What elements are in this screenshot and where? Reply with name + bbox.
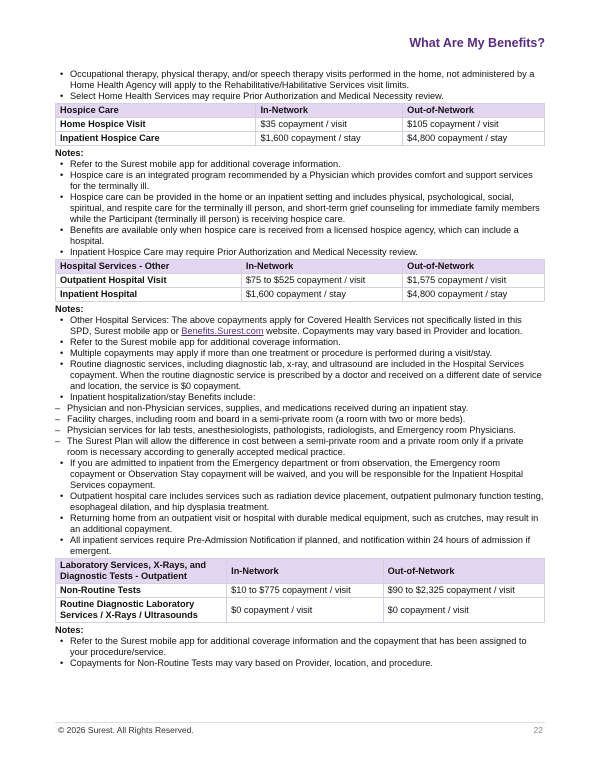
table-row	[56, 584, 545, 598]
column-header: Laboratory Services, X-Rays, and Diagnostic Tests - Outpatient	[56, 559, 227, 584]
column-header: In-Network	[227, 559, 383, 584]
table-row	[56, 598, 545, 623]
table-cell: $90 to $2,325 copayment / visit	[383, 584, 544, 598]
footer-copyright: © 2026 Surest. All Rights Reserved.	[58, 725, 194, 735]
table-cell: $105 copayment / visit	[403, 118, 545, 132]
hospital-services-table	[55, 259, 545, 302]
list-item: • Outpatient hospital care includes services such as radiation device placement, outpatient pulmonary function testing, esophageal dilation, and hip dysplasia treatment.	[55, 491, 545, 513]
table-cell: $4,800 copayment / stay	[403, 288, 545, 302]
row-label: Non-Routine Tests	[56, 584, 227, 598]
page-header-title: What Are My Benefits?	[409, 36, 545, 50]
sub-list-item: – The Surest Plan will allow the difference in cost between a semi-private room and a private room only if a private room is necessary according to generally accepted medical practice.	[55, 436, 545, 458]
column-header: Out-of-Network	[403, 104, 545, 118]
hospital-notes-list	[55, 315, 545, 403]
table-row	[56, 288, 545, 302]
home-health-bullets	[55, 69, 545, 102]
inpatient-benefits-sublist	[55, 403, 545, 458]
row-label: Outpatient Hospital Visit	[56, 274, 242, 288]
page-content	[55, 69, 545, 669]
list-item: • Benefits are available only when hospice care is received from a licensed hospice agency, which can include a hospital.	[55, 225, 545, 247]
table-cell: $0 copayment / visit	[383, 598, 544, 623]
list-item: • Routine diagnostic services, including diagnostic lab, x-ray, and ultrasound are included in the Hospital Services copayment. When the routine diagnostic service is prescribed by a doctor and received on a different date of service and location, the service is $0 copayment.	[55, 359, 545, 392]
table-header-row	[56, 104, 545, 118]
sub-list-item: – Physician services for lab tests, anesthesiologists, pathologists, radiologists, and Emergency room Physicians.	[55, 425, 545, 436]
table-row	[56, 274, 545, 288]
list-item: • Refer to the Surest mobile app for additional coverage information.	[55, 159, 545, 170]
list-item: • Hospice care is an integrated program recommended by a Physician which provides comfort and support services for the terminally ill.	[55, 170, 545, 192]
list-item	[55, 315, 545, 337]
column-header: Out-of-Network	[403, 260, 545, 274]
table-cell: $1,600 copayment / stay	[256, 132, 403, 146]
column-header: Hospital Services - Other	[56, 260, 242, 274]
sub-list-item: – Facility charges, including room and board in a semi-private room (a room with two or more beds).	[55, 414, 545, 425]
row-label: Home Hospice Visit	[56, 118, 256, 132]
table-row	[56, 132, 545, 146]
list-item: • All inpatient services require Pre-Admission Notification if planned, and notification within 24 hours of admission if emergent.	[55, 535, 545, 557]
page-number: 22	[533, 725, 543, 735]
table-cell: $4,800 copayment / stay	[403, 132, 545, 146]
list-item: • Inpatient Hospice Care may require Prior Authorization and Medical Necessity review.	[55, 247, 545, 258]
column-header: In-Network	[241, 260, 402, 274]
hospice-care-table	[55, 103, 545, 146]
note-text: Other Hospital Services: The above copayments apply for Covered Health Services not specifically listed in this SPD, Surest mobile app or	[70, 315, 522, 336]
note-text: website. Copayments may vary based in Provider and location.	[263, 326, 523, 336]
notes-heading: Notes:	[55, 625, 84, 635]
lab-notes-list	[55, 636, 545, 669]
list-item: • Multiple copayments may apply if more than one treatment or procedure is performed during a visit/stay.	[55, 348, 545, 359]
list-item-text: • Inpatient hospitalization/stay Benefits include:	[70, 392, 256, 402]
list-item: • Select Home Health Services may require Prior Authorization and Medical Necessity review.	[55, 91, 545, 102]
list-item: • If you are admitted to inpatient from the Emergency department or from observation, the Emergency room copayment or Observation Stay copayment will be waived, and you will be responsible for the Inpatient Hospital Services copayment.	[55, 458, 545, 491]
list-item: • Occupational therapy, physical therapy, and/or speech therapy visits performed in the home, not administered by a Home Health Agency will apply to the Rehabilitative/Habilitative Services visit limits.	[55, 69, 545, 91]
table-cell: $1,575 copayment / visit	[403, 274, 545, 288]
table-header-row	[56, 260, 545, 274]
list-item	[55, 392, 545, 403]
table-cell: $1,600 copayment / stay	[241, 288, 402, 302]
list-item: • Hospice care can be provided in the home or an inpatient setting and includes physical, psychological, social, spiritual, and respite care for the terminally ill person, and short-term grief counseling for immediate family members while the Participant (terminally ill person) is receiving hospice care.	[55, 192, 545, 225]
table-cell: $75 to $525 copayment / visit	[241, 274, 402, 288]
benefits-website-link[interactable]: Benefits.Surest.com	[181, 326, 264, 336]
hospital-notes-list-continued	[55, 458, 545, 557]
laboratory-services-table	[55, 558, 545, 623]
list-item: • Refer to the Surest mobile app for additional coverage information and the copayment that has been assigned to your procedure/service.	[55, 636, 545, 658]
footer-divider	[55, 722, 545, 723]
table-header-row	[56, 559, 545, 584]
table-cell: $0 copayment / visit	[227, 598, 383, 623]
list-item: • Returning home from an outpatient visit or hospital with durable medical equipment, such as crutches, may result in an additional copayment.	[55, 513, 545, 535]
sub-list-item: – Physician and non-Physician services, supplies, and medications received during an inpatient stay.	[55, 403, 545, 414]
column-header: In-Network	[256, 104, 403, 118]
column-header: Hospice Care	[56, 104, 256, 118]
table-cell: $10 to $775 copayment / visit	[227, 584, 383, 598]
column-header: Out-of-Network	[383, 559, 544, 584]
list-item: • Copayments for Non-Routine Tests may vary based on Provider, location, and procedure.	[55, 658, 545, 669]
row-label: Routine Diagnostic Laboratory Services / X-Rays / Ultrasounds	[56, 598, 227, 623]
table-cell: $35 copayment / visit	[256, 118, 403, 132]
table-row	[56, 118, 545, 132]
list-item: • Refer to the Surest mobile app for additional coverage information.	[55, 337, 545, 348]
row-label: Inpatient Hospice Care	[56, 132, 256, 146]
notes-heading: Notes:	[55, 148, 84, 158]
row-label: Inpatient Hospital	[56, 288, 242, 302]
hospice-notes-list	[55, 159, 545, 258]
notes-heading: Notes:	[55, 304, 84, 314]
